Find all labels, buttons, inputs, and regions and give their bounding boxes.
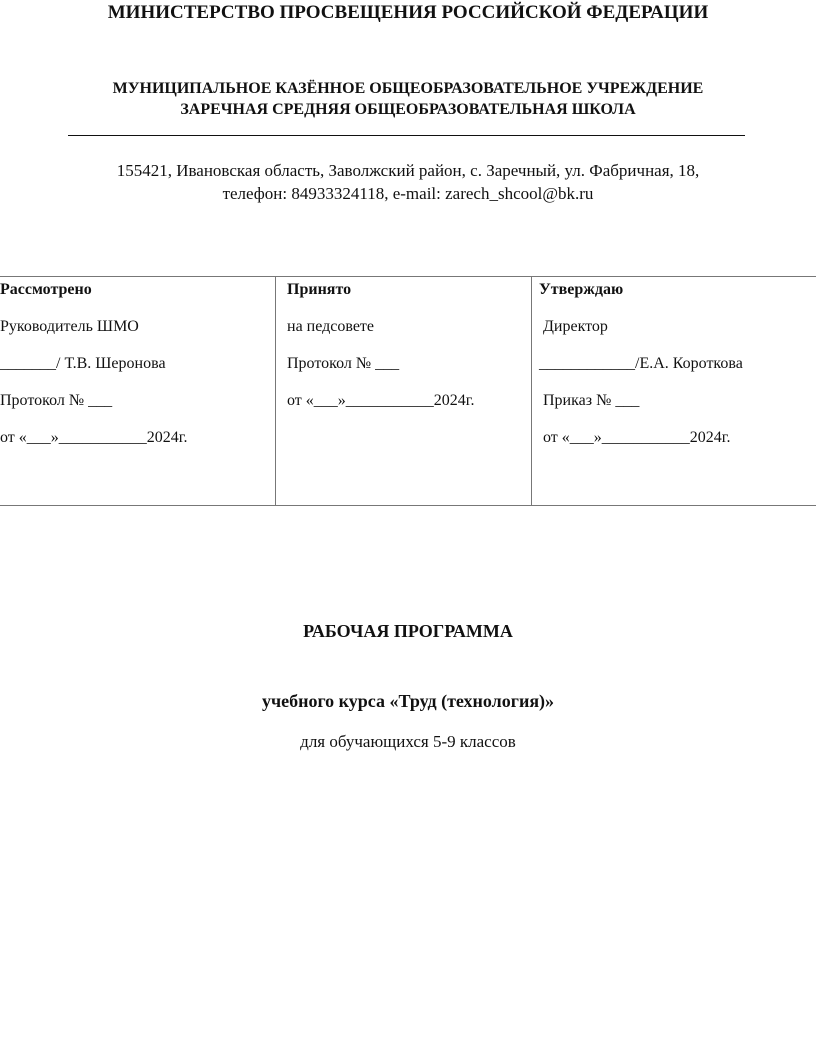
school-name-line2: ЗАРЕЧНАЯ СРЕДНЯЯ ОБЩЕОБРАЗОВАТЕЛЬНАЯ ШКОЛА <box>180 101 636 118</box>
column-line: Приказ № ___ <box>543 392 640 409</box>
approval-table-top-border <box>0 276 816 277</box>
ministry-heading: МИНИСТЕРСТВО ПРОСВЕЩЕНИЯ РОССИЙСКОЙ ФЕДЕРАЦИИ <box>107 2 709 23</box>
address-line2: телефон: 84933324118, e-mail: zarech_shcool@bk.ru <box>222 184 594 203</box>
school-name <box>0 78 816 120</box>
column-line: от «___»___________2024г. <box>0 429 188 446</box>
approval-column-accepted <box>287 278 475 426</box>
program-title: РАБОЧАЯ ПРОГРАММА <box>303 621 513 641</box>
column-heading: Рассмотрено <box>0 281 92 298</box>
program-subtitle: учебного курса «Труд (технология)» <box>261 691 555 711</box>
approval-column-divider <box>531 276 532 506</box>
column-line: Протокол № ___ <box>0 392 113 409</box>
column-line: ____________/Е.А. Короткова <box>539 355 743 372</box>
column-line: Директор <box>543 318 608 335</box>
column-line: Протокол № ___ <box>287 355 400 372</box>
column-line: Руководитель ШМО <box>0 318 139 335</box>
school-name-line1: МУНИЦИПАЛЬНОЕ КАЗЁННОЕ ОБЩЕОБРАЗОВАТЕЛЬНОЕ УЧРЕЖДЕНИЕ <box>112 80 704 97</box>
column-line: от «___»___________2024г. <box>543 429 731 446</box>
column-line: на педсовете <box>287 318 375 335</box>
header-divider <box>68 135 745 136</box>
program-audience: для обучающихся 5-9 классов <box>300 732 516 751</box>
column-line: от «___»___________2024г. <box>287 392 475 409</box>
approval-column-approved <box>539 278 743 463</box>
school-address <box>0 159 816 205</box>
address-line1: 155421, Ивановская область, Заволжский район, с. Заречный, ул. Фабричная, 18, <box>116 161 700 180</box>
approval-column-divider <box>275 276 276 506</box>
column-heading: Принято <box>287 281 352 298</box>
column-heading: Утверждаю <box>539 281 624 298</box>
approval-table-bottom-border <box>0 505 816 506</box>
approval-column-reviewed <box>0 278 188 463</box>
column-line: _______/ Т.В. Шеронова <box>0 355 166 372</box>
